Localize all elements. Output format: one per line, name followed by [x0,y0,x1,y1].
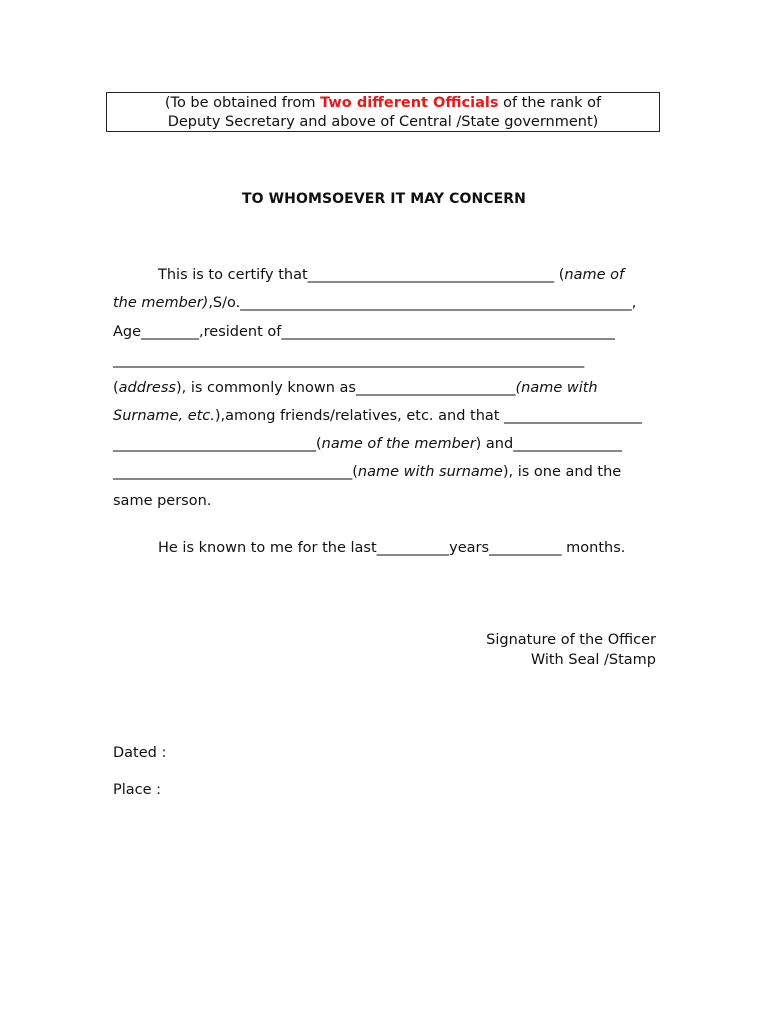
signature-label: Signature of the Officer [486,632,656,648]
instruction-box [106,92,660,132]
surname-hint-2: name with surname [357,464,503,480]
seal-stamp-label: With Seal /Stamp [530,652,656,668]
certify-line-1 [113,265,657,285]
known-duration-line: He is known to me for the last__________years__________ months. [158,540,626,556]
dated-field: Dated : [113,745,167,761]
certify-text: This is to certify that__________________________________ ( [158,267,565,283]
instruction-line-1 [107,94,659,113]
address-hint: address [118,380,176,396]
member-name-hint: name of [564,267,625,283]
certify-line-8 [113,462,657,482]
member-hint-end: the member) [113,295,209,311]
surname-blank: _________________________________( [113,464,358,480]
certify-line-2 [113,293,657,313]
address-blank-line: _________________________________________________________________ [113,352,585,368]
certify-line-6 [113,406,657,426]
and-blank: ) and_______________ [475,436,622,452]
name-with-hint: (name with [515,380,598,396]
one-and-same-text: ), is one and the [502,464,622,480]
certify-line-7 [113,434,657,454]
instruction-text-end: of the rank of [498,95,602,111]
place-field: Place : [113,782,162,798]
member-name-hint-2: name of the member [321,436,476,452]
instruction-highlight: Two different Officials [320,95,499,111]
instruction-line-2: Deputy Secretary and above of Central /State government) [167,114,599,130]
member-blank: ____________________________( [113,436,322,452]
certify-line-9: same person. [113,493,212,509]
instruction-text: (To be obtained from [164,95,321,111]
son-of-blank: ,S/o.______________________________________________________, [208,295,637,311]
certify-line-5 [113,378,657,398]
document-heading: TO WHOMSOEVER IT MAY CONCERN [241,191,527,207]
surname-hint: Surname, etc. [113,408,215,424]
certify-line-3: Age________,resident of______________________________________________ [113,324,615,340]
friends-relatives-text: ),among friends/relatives, etc. and that ___________________ [214,408,642,424]
known-as-text: ), is commonly known as______________________ [175,380,516,396]
paren-open: ( [113,380,119,396]
